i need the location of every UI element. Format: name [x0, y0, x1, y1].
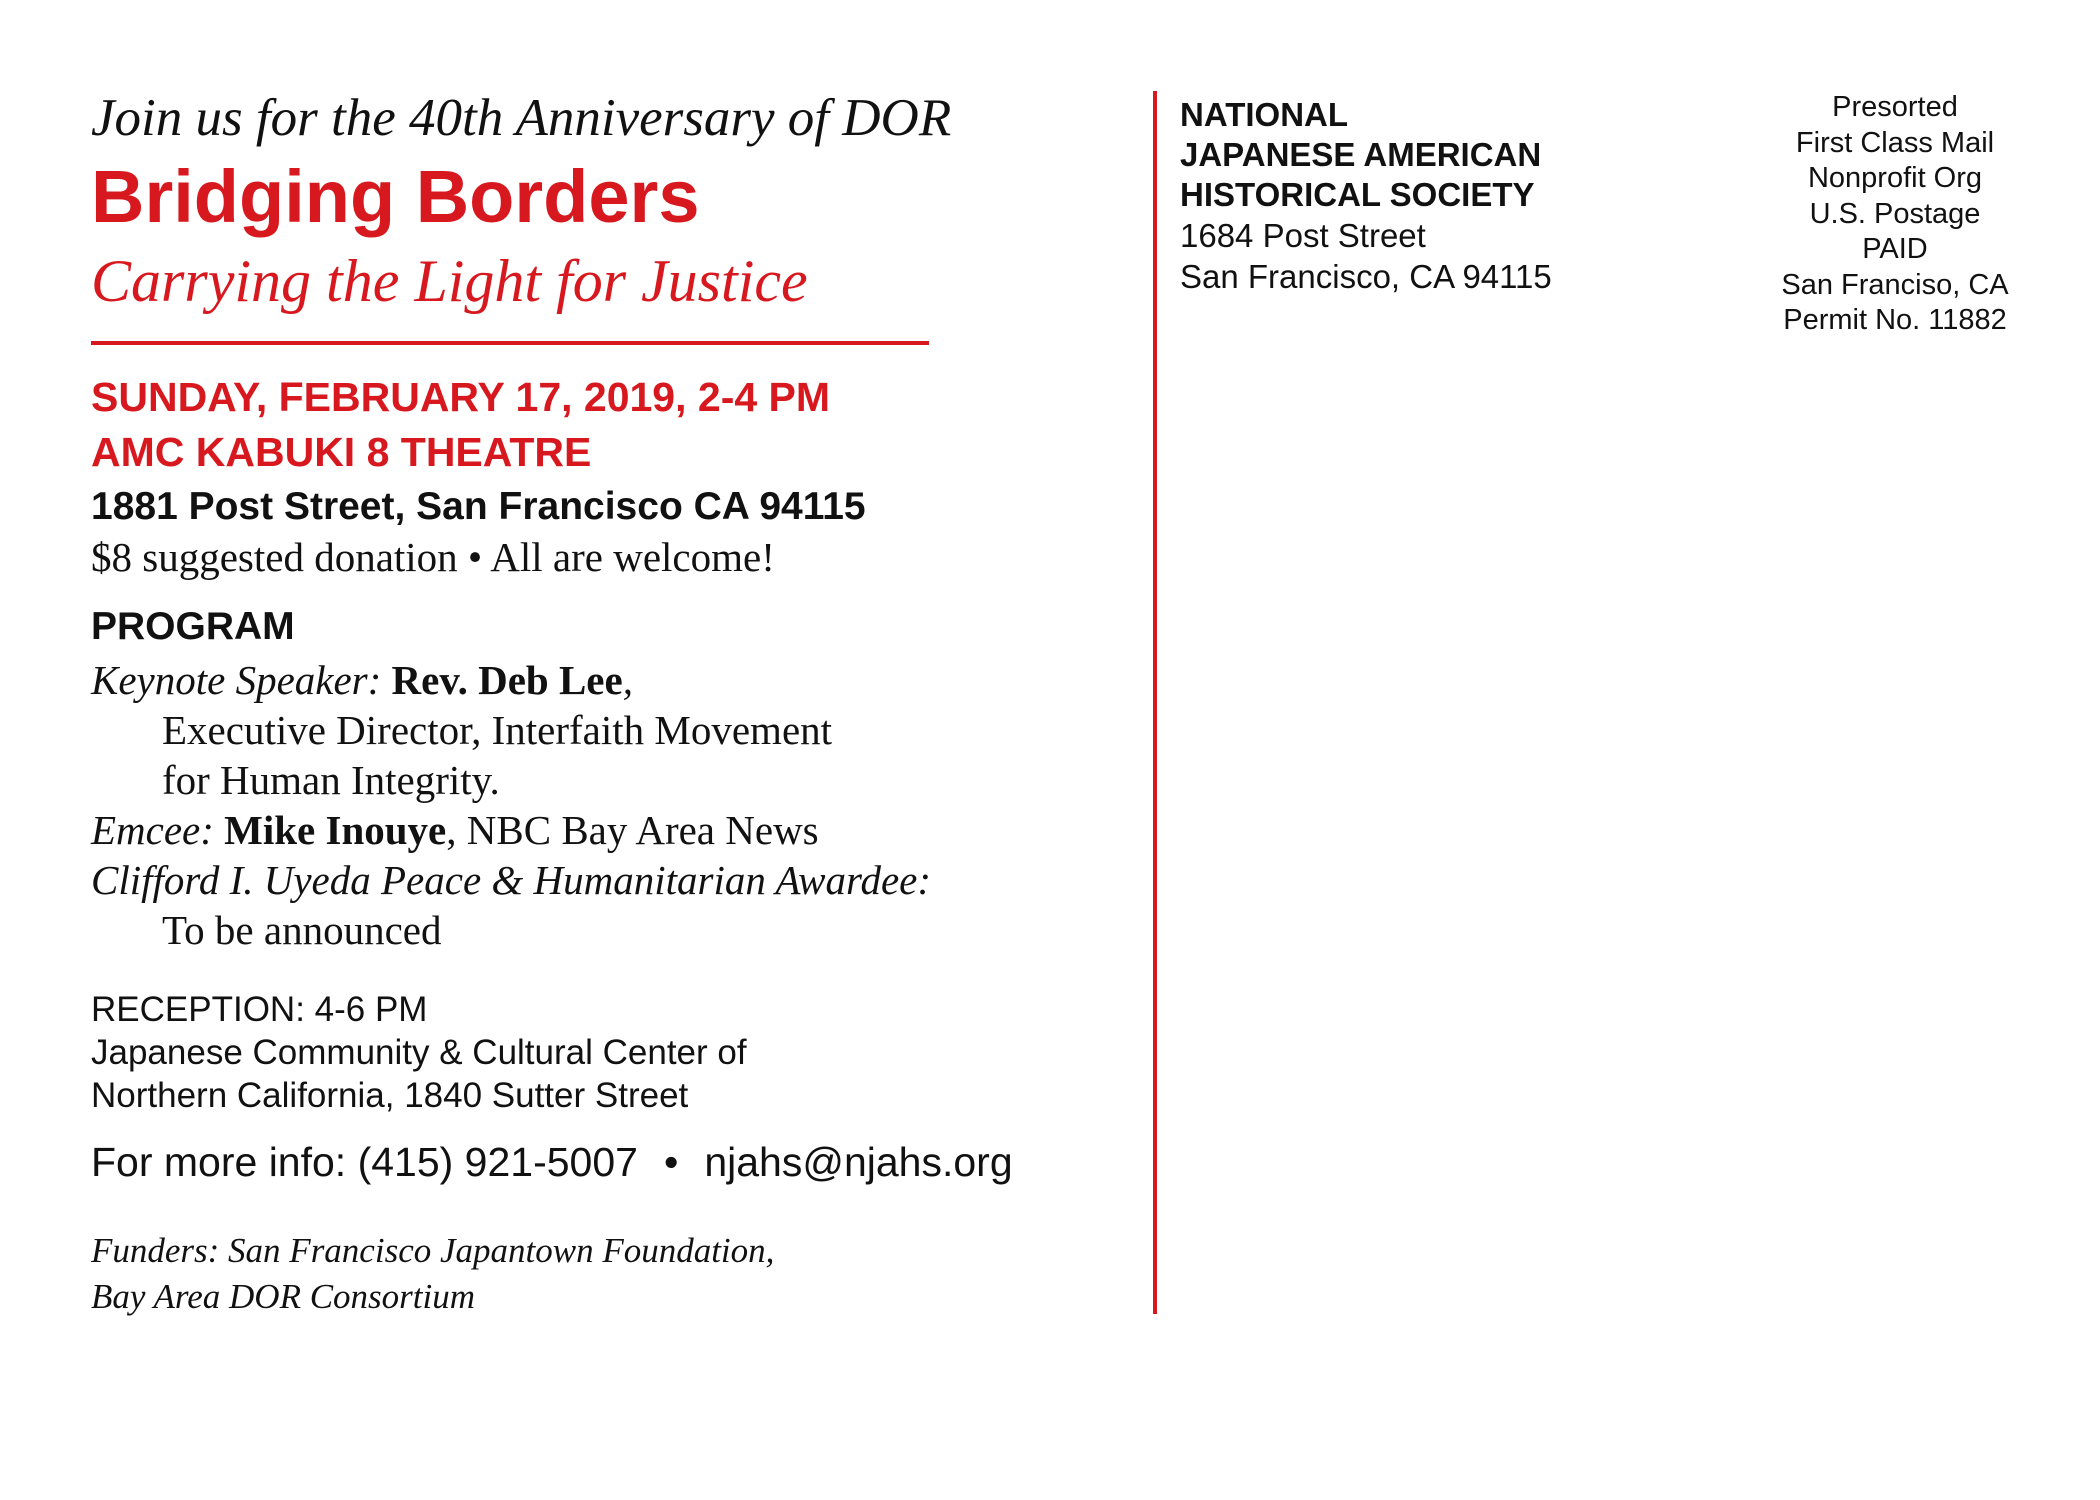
keynote-name: Rev. Deb Lee [391, 657, 623, 703]
event-title: Bridging Borders [91, 155, 700, 238]
emcee-label: Emcee: [91, 807, 214, 853]
org-street: 1684 Post Street [1180, 217, 1426, 254]
reception-heading: RECEPTION: 4-6 PM [91, 990, 428, 1029]
keynote-label: Keynote Speaker: [91, 657, 382, 703]
donation-note: $8 suggested donation • All are welcome! [91, 534, 775, 580]
postage-indicia [1735, 90, 2055, 339]
keynote-line [91, 656, 633, 704]
anniversary-tagline: Join us for the 40th Anniversary of DOR [91, 89, 952, 147]
contact-email: njahs@njahs.org [704, 1139, 1013, 1185]
contact-phone: For more info: (415) 921-5007 [91, 1139, 638, 1185]
contact-info [91, 1139, 1013, 1186]
event-address: 1881 Post Street, San Francisco CA 94115 [91, 485, 866, 528]
org-city: San Francisco, CA 94115 [1180, 258, 1552, 295]
title-divider [91, 341, 929, 345]
vertical-divider [1153, 91, 1157, 1314]
award-label: Clifford I. Uyeda Peace & Humanitarian Awardee: [91, 857, 931, 903]
emcee-affiliation: , NBC Bay Area News [446, 807, 819, 853]
contact-separator: • [663, 1139, 679, 1185]
postage-line: Nonprofit Org [1807, 162, 1983, 194]
program-heading: PROGRAM [91, 605, 295, 648]
emcee-line [91, 806, 819, 854]
emcee-name: Mike Inouye [224, 807, 447, 853]
org-name-line1: NATIONAL [1180, 96, 1349, 133]
keynote-title-line: Executive Director, Interfaith Movement [162, 707, 833, 753]
postage-line: San Franciso, CA [1781, 268, 2009, 301]
postage-line: PAID [1862, 233, 1928, 265]
reception-location-line2: Northern California, 1840 Sutter Street [91, 1076, 689, 1115]
funders-line1: Funders: San Francisco Japantown Foundation, [91, 1231, 775, 1270]
postage-line: Permit No. 11882 [1783, 304, 2007, 336]
reception-location-line1: Japanese Community & Cultural Center of [91, 1033, 747, 1072]
award-line [91, 856, 931, 904]
event-venue: AMC KABUKI 8 THEATRE [91, 429, 592, 475]
org-name-line3: HISTORICAL SOCIETY [1180, 176, 1535, 213]
event-subtitle: Carrying the Light for Justice [91, 248, 808, 314]
event-date-time: SUNDAY, FEBRUARY 17, 2019, 2-4 PM [91, 374, 831, 420]
postage-line: U.S. Postage [1809, 197, 1981, 230]
funders-line2: Bay Area DOR Consortium [91, 1277, 476, 1316]
award-recipient: To be announced [162, 907, 442, 953]
keynote-org-line: for Human Integrity. [162, 757, 500, 803]
keynote-suffix: , [622, 657, 633, 703]
postage-line: Presorted [1832, 91, 1958, 123]
return-address [1180, 95, 1552, 297]
org-name-line2: JAPANESE AMERICAN [1180, 136, 1542, 173]
postage-line: First Class Mail [1795, 126, 1995, 159]
